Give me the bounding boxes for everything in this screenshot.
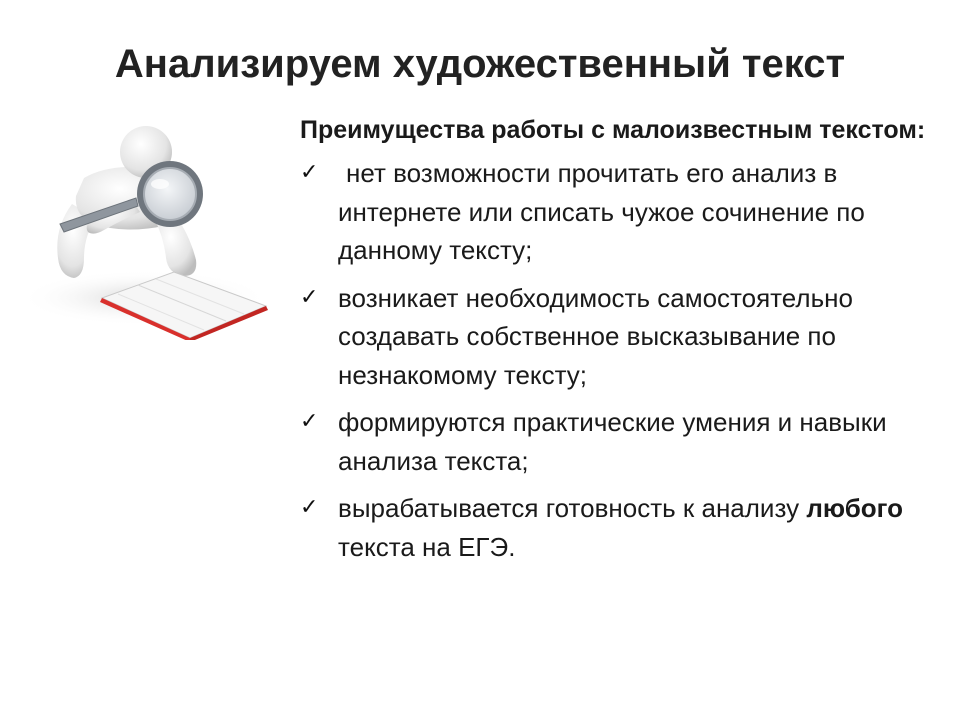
content-block bbox=[298, 112, 948, 575]
checkmark-icon: ✓ bbox=[300, 160, 319, 185]
checkmark-icon: ✓ bbox=[300, 284, 319, 310]
list-item-text: возникает необходимость самостоятельно создавать собственное высказывание по незнакомому тексту; bbox=[338, 282, 853, 390]
list-item bbox=[298, 489, 948, 566]
list-item bbox=[298, 403, 948, 480]
list-item bbox=[298, 154, 948, 270]
list-item bbox=[298, 279, 948, 395]
checkmark-icon: ✓ bbox=[300, 495, 319, 520]
list-item-text: формируются практические умения и навыки анализа текста; bbox=[338, 407, 887, 476]
magnifier-lens bbox=[144, 168, 196, 220]
list-item-text bbox=[338, 493, 903, 562]
advantages-list bbox=[298, 154, 948, 566]
subheading: Преимущества работы с малоизвестным текстом: bbox=[300, 116, 926, 144]
checkmark-icon: ✓ bbox=[300, 409, 319, 434]
list-item-text-end: текста на ЕГЭ. bbox=[338, 531, 516, 562]
slide-title: Анализируем художественный текст bbox=[114, 42, 846, 86]
emphasized-word: любого bbox=[806, 493, 903, 523]
person-with-magnifier-icon bbox=[14, 108, 274, 340]
list-item-text-start: вырабатывается готовность к анализу bbox=[338, 493, 807, 523]
list-item-text: нет возможности прочитать его анализ в интернете или списать чужое сочинение по данному тексту; bbox=[338, 158, 865, 265]
